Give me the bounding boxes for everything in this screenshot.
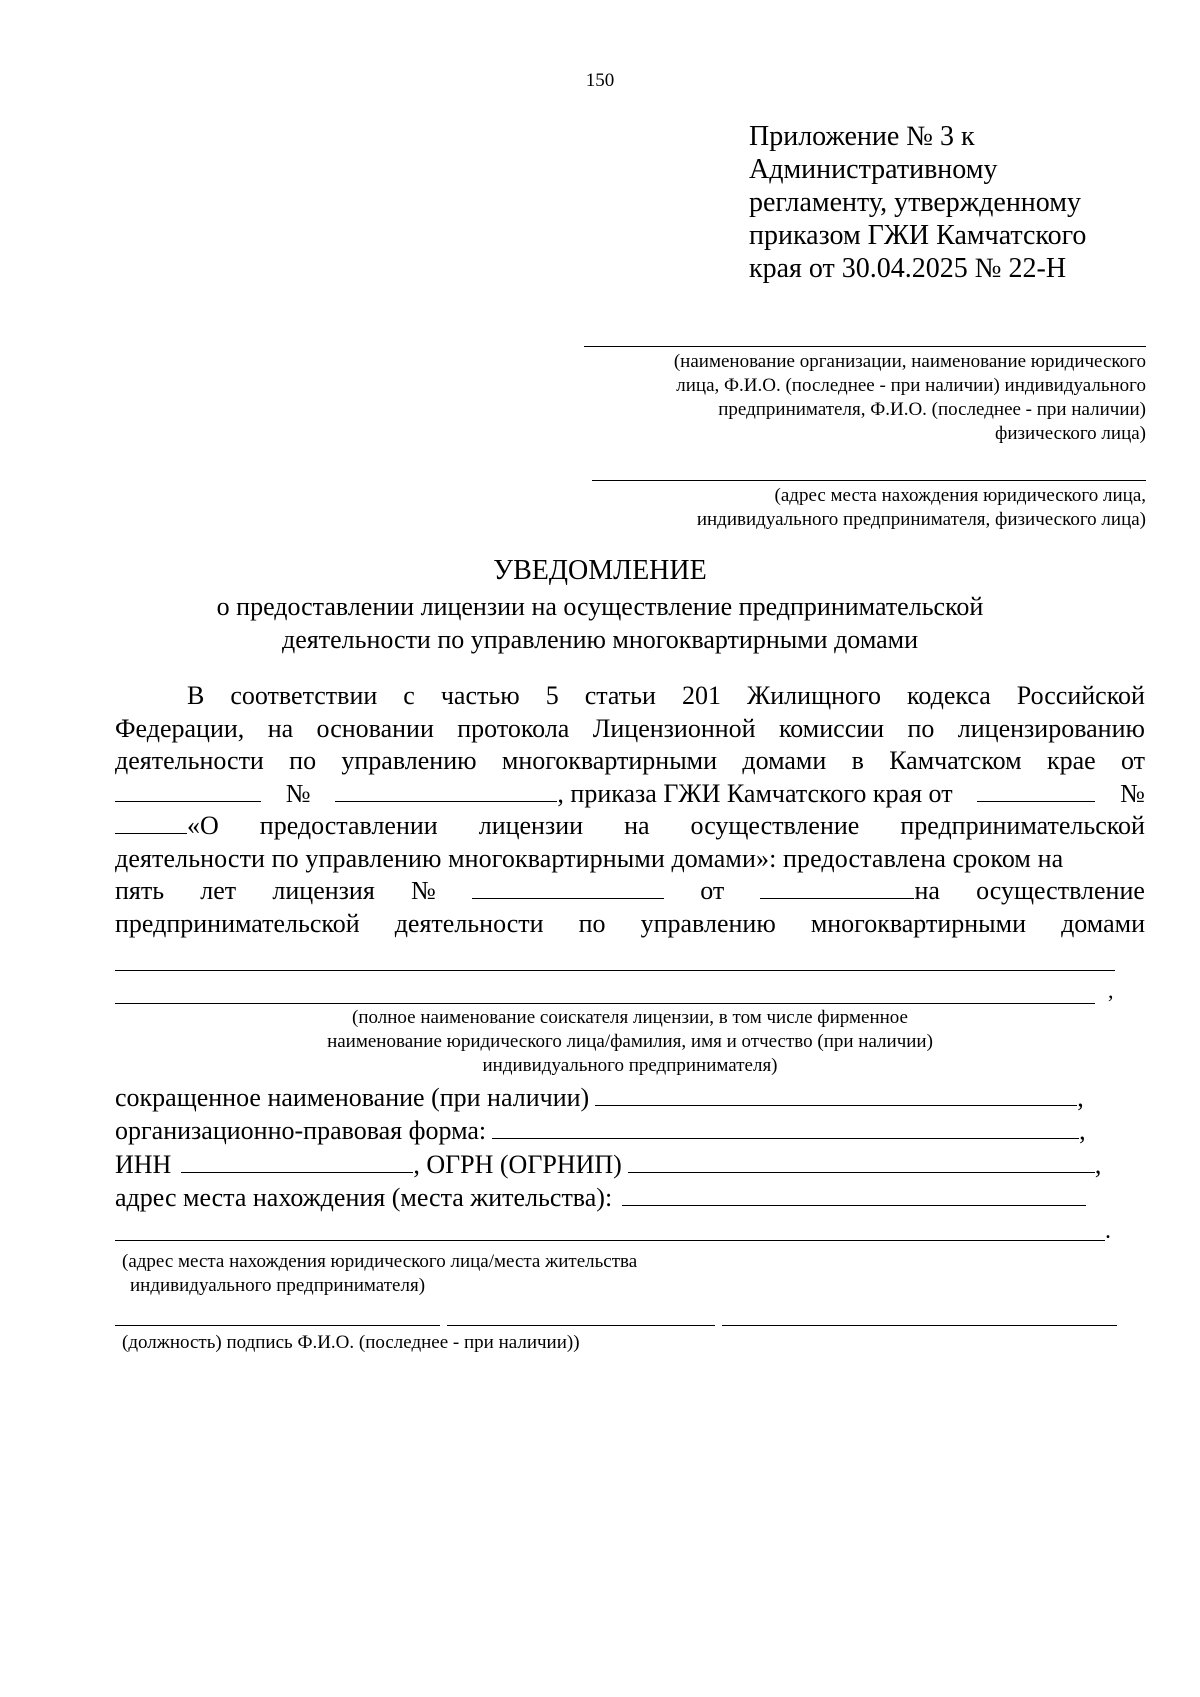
hint-line: (наименование организации, наименование юридического	[673, 351, 1146, 372]
appendix-line: приказом ГЖИ Камчатского	[749, 220, 1087, 251]
appendix-line: края от 30.04.2025 № 22-Н	[749, 253, 1067, 284]
address-field	[115, 1183, 1086, 1213]
applicant-name-blank-2	[115, 1003, 1095, 1004]
notice-subtitle	[0, 590, 1200, 656]
license-number-blank	[472, 876, 664, 899]
applicant-name-comma: ,	[1108, 978, 1114, 1003]
inn-input[interactable]	[181, 1152, 413, 1173]
appendix-reference	[749, 120, 1086, 285]
hint-line: индивидуального предпринимателя, физического лица)	[696, 509, 1146, 530]
protocol-date-blank	[115, 779, 261, 802]
body-line-7: пять лет лицензия № от на осуществление	[115, 876, 1145, 905]
address-label: адрес места нахождения (места жительства):	[115, 1183, 613, 1212]
license-date-blank	[760, 876, 914, 899]
appendix-line: регламенту, утвержденному	[749, 187, 1081, 218]
address-hint	[122, 1250, 637, 1298]
short-name-field	[115, 1083, 1084, 1113]
protocol-number-blank	[335, 779, 557, 802]
field-comma: ,	[1094, 1150, 1102, 1179]
legal-form-input[interactable]	[492, 1118, 1079, 1139]
body-line-2: Федерации, на основании протокола Лицензионной комиссии по лицензированию	[115, 713, 1145, 743]
appendix-line: Приложение № 3 к	[749, 121, 975, 152]
order-number-blank	[115, 811, 187, 834]
hint-line: предпринимателя, Ф.И.О. (последнее - при наличии)	[718, 399, 1146, 420]
body-line-3: деятельности по управлению многоквартирными домами в Камчатском крае от	[115, 746, 1145, 775]
body-line-5: «О предоставлении лицензии на осуществление предпринимательской	[115, 810, 1145, 843]
appendix-line: Административному	[749, 154, 998, 185]
recipient-name-blank	[584, 346, 1146, 347]
applicant-name-hint	[0, 1006, 1200, 1078]
recipient-name-hint	[674, 350, 1146, 446]
hint-line: наименование юридического лица/фамилия, имя и отчество (при наличии)	[327, 1031, 933, 1052]
subtitle-line: о предоставлении лицензии на осуществление предпринимательской	[216, 592, 984, 621]
page-number: 150	[585, 70, 615, 91]
order-date-blank	[977, 779, 1095, 802]
recipient-address-blank	[592, 480, 1146, 481]
hint-line: индивидуального предпринимателя)	[482, 1055, 778, 1076]
ogrn-input[interactable]	[628, 1152, 1095, 1173]
notice-body	[115, 680, 1145, 940]
hint-line: индивидуального предпринимателя)	[130, 1275, 426, 1296]
signature-blank	[447, 1325, 715, 1326]
recipient-address-hint	[697, 484, 1146, 532]
position-blank	[115, 1325, 440, 1326]
legal-form-field	[115, 1116, 1086, 1146]
subtitle-line: деятельности по управлению многоквартирными домами	[282, 625, 918, 654]
address-input[interactable]	[622, 1185, 1086, 1206]
address-blank-2	[115, 1240, 1105, 1241]
ogrn-label: , ОГРН (ОГРНИП)	[413, 1150, 622, 1179]
short-name-label: сокращенное наименование (при наличии)	[115, 1083, 590, 1112]
hint-line: физического лица)	[995, 423, 1146, 444]
inn-label: ИНН	[115, 1150, 172, 1179]
notice-title: УВЕДОМЛЕНИЕ	[493, 555, 707, 586]
hint-line: лица, Ф.И.О. (последнее - при наличии) индивидуального	[676, 375, 1146, 396]
body-line-1: В соответствии с частью 5 статьи 201 Жилищного кодекса Российской	[187, 681, 1145, 710]
body-line-8: предпринимательской деятельности по управлению многоквартирными домами	[115, 908, 1145, 938]
full-name-blank	[722, 1325, 1117, 1326]
hint-line: (адрес места нахождения юридического лица,	[774, 485, 1146, 506]
address-period: .	[1105, 1218, 1111, 1244]
hint-line: (адрес места нахождения юридического лица/места жительства	[122, 1251, 638, 1272]
signature-hint: (должность) подпись Ф.И.О. (последнее - при наличии))	[122, 1332, 580, 1353]
body-line-4: № , приказа ГЖИ Камчатского края от №	[115, 778, 1145, 811]
applicant-name-blank-1	[115, 970, 1115, 971]
inn-ogrn-field	[115, 1150, 1101, 1180]
short-name-input[interactable]	[595, 1085, 1077, 1106]
field-comma: ,	[1077, 1083, 1084, 1112]
legal-form-label: организационно-правовая форма:	[115, 1116, 487, 1145]
body-line-6: деятельности по управлению многоквартирными домами»: предоставлена сроком на	[115, 843, 1064, 873]
hint-line: (полное наименование соискателя лицензии, в том числе фирменное	[352, 1007, 908, 1028]
field-comma: ,	[1079, 1116, 1086, 1145]
